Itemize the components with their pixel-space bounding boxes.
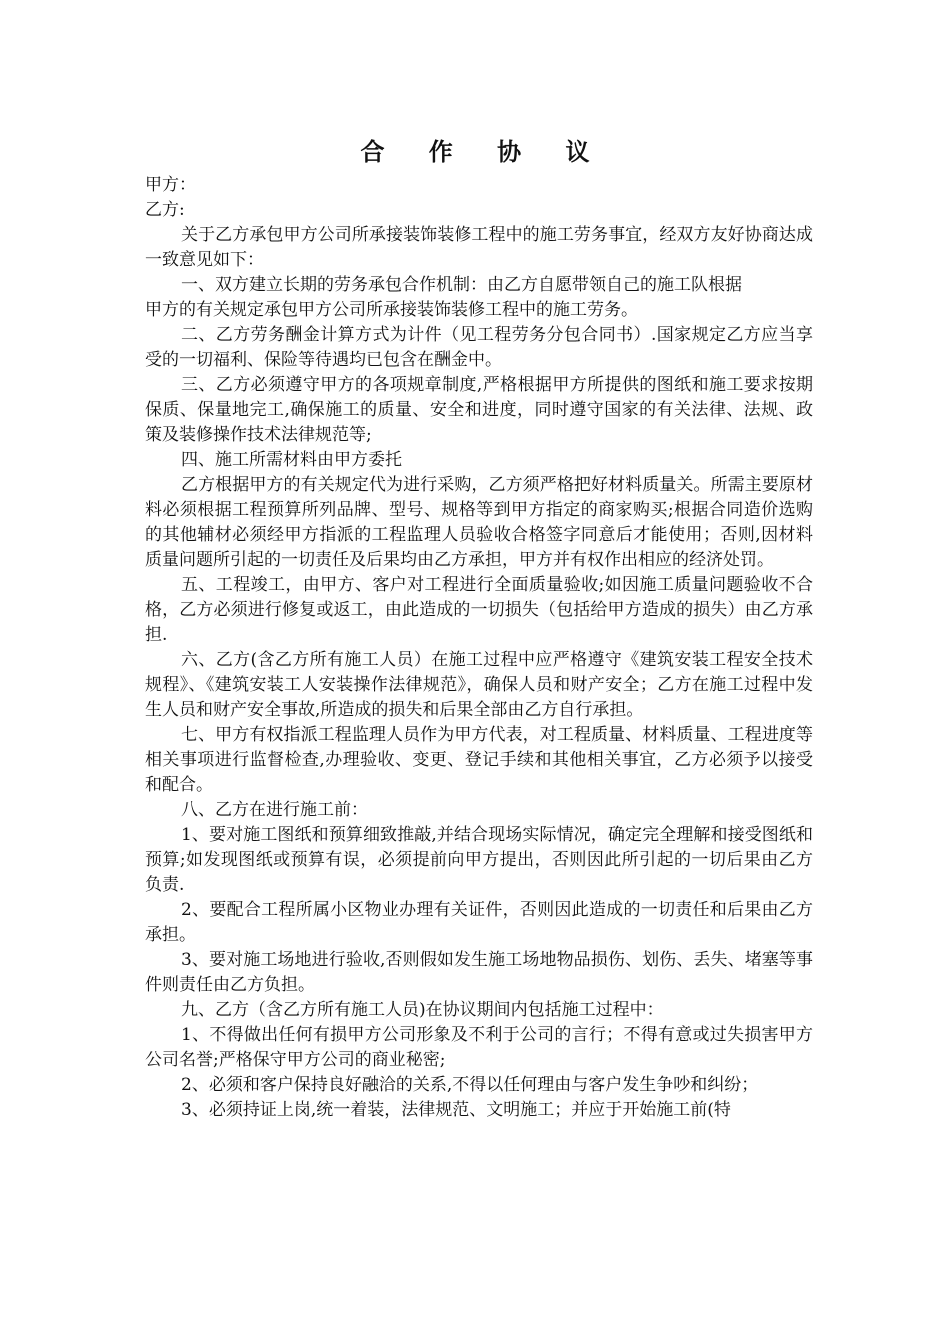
party-b-line: 乙方: — [145, 200, 185, 220]
clause-2: 二、乙方劳务酬金计算方式为计件（见工程劳务分包合同书）.国家规定乙方应当享受的一切福利、保险等待遇均已包含在酬金中。 — [145, 325, 813, 370]
document-body — [145, 173, 813, 1123]
clause-9-item-2: 2、必须和客户保持良好融洽的关系,不得以任何理由与客户发生争吵和纠纷； — [181, 1075, 759, 1095]
clause-8-item-3: 3、要对施工场地进行验收,否则假如发生施工场地物品损伤、划伤、丢失、堵塞等事件则责任由乙方负担。 — [145, 950, 813, 995]
clause-7: 七、甲方有权指派工程监理人员作为甲方代表，对工程质量、材料质量、工程进度等相关事项进行监督检查,办理验收、变更、登记手续和其他相关事宜，乙方必须予以接受和配合。 — [145, 725, 813, 795]
clause-1-continuation: 甲方的有关规定承包甲方公司所承接装饰装修工程中的施工劳务。 — [145, 300, 638, 320]
clause-9-item-1: 1、不得做出任何有损甲方公司形象及不利于公司的言行；不得有意或过失损害甲方公司名誉;严格保守甲方公司的商业秘密; — [145, 1025, 813, 1070]
clause-4: 四、施工所需材料由甲方委托 — [181, 450, 402, 470]
clause-6: 六、乙方(含乙方所有施工人员）在施工过程中应严格遵守《建筑安装工程安全技术规程》、《建筑安装工人安装操作法律规范》，确保人员和财产安全；乙方在施工过程中发生人员和财产安全事故,所造成的损失和后果全部由乙方自行承担。 — [145, 650, 813, 720]
clause-3: 三、乙方必须遵守甲方的各项规章制度,严格根据甲方所提供的图纸和施工要求按期保质、保量地完工,确保施工的质量、安全和进度，同时遵守国家的有关法律、法规、政策及装修操作技术法律规范等; — [145, 375, 813, 445]
clause-5: 五、工程竣工，由甲方、客户对工程进行全面质量验收;如因施工质量问题验收不合格，乙方必须进行修复或返工，由此造成的一切损失（包括给甲方造成的损失）由乙方承担. — [145, 575, 813, 645]
party-a-line: 甲方： — [145, 175, 196, 195]
document-title: 合 作 协 议 — [360, 138, 608, 166]
intro-paragraph: 关于乙方承包甲方公司所承接装饰装修工程中的施工劳务事宜，经双方友好协商达成一致意见如下： — [145, 225, 813, 270]
clause-8-item-1: 1、要对施工图纸和预算细致推敲,并结合现场实际情况，确定完全理解和接受图纸和预算;如发现图纸或预算有误，必须提前向甲方提出，否则因此所引起的一切后果由乙方负责. — [145, 825, 813, 895]
clause-9: 九、乙方（含乙方所有施工人员)在协议期间内包括施工过程中： — [181, 1000, 664, 1020]
clause-1: 一、双方建立长期的劳务承包合作机制：由乙方自愿带领自己的施工队根据 — [181, 275, 742, 295]
clause-4-detail: 乙方根据甲方的有关规定代为进行采购，乙方须严格把好材料质量关。所需主要原材料必须根据工程预算所列品牌、型号、规格等到甲方指定的商家购买;根据合同造价选购的其他辅材必须经甲方指派的工程监理人员验收合格签字同意后才能使用；否则,因材料质量问题所引起的一切责任及后果均由乙方承担，甲方并有权作出相应的经济处罚。 — [145, 475, 813, 570]
clause-8: 八、乙方在进行施工前： — [181, 800, 368, 820]
clause-8-item-2: 2、要配合工程所属小区物业办理有关证件，否则因此造成的一切责任和后果由乙方承担。 — [145, 900, 813, 945]
clause-9-item-3: 3、必须持证上岗,统一着装，法律规范、文明施工；并应于开始施工前(特 — [181, 1100, 731, 1120]
